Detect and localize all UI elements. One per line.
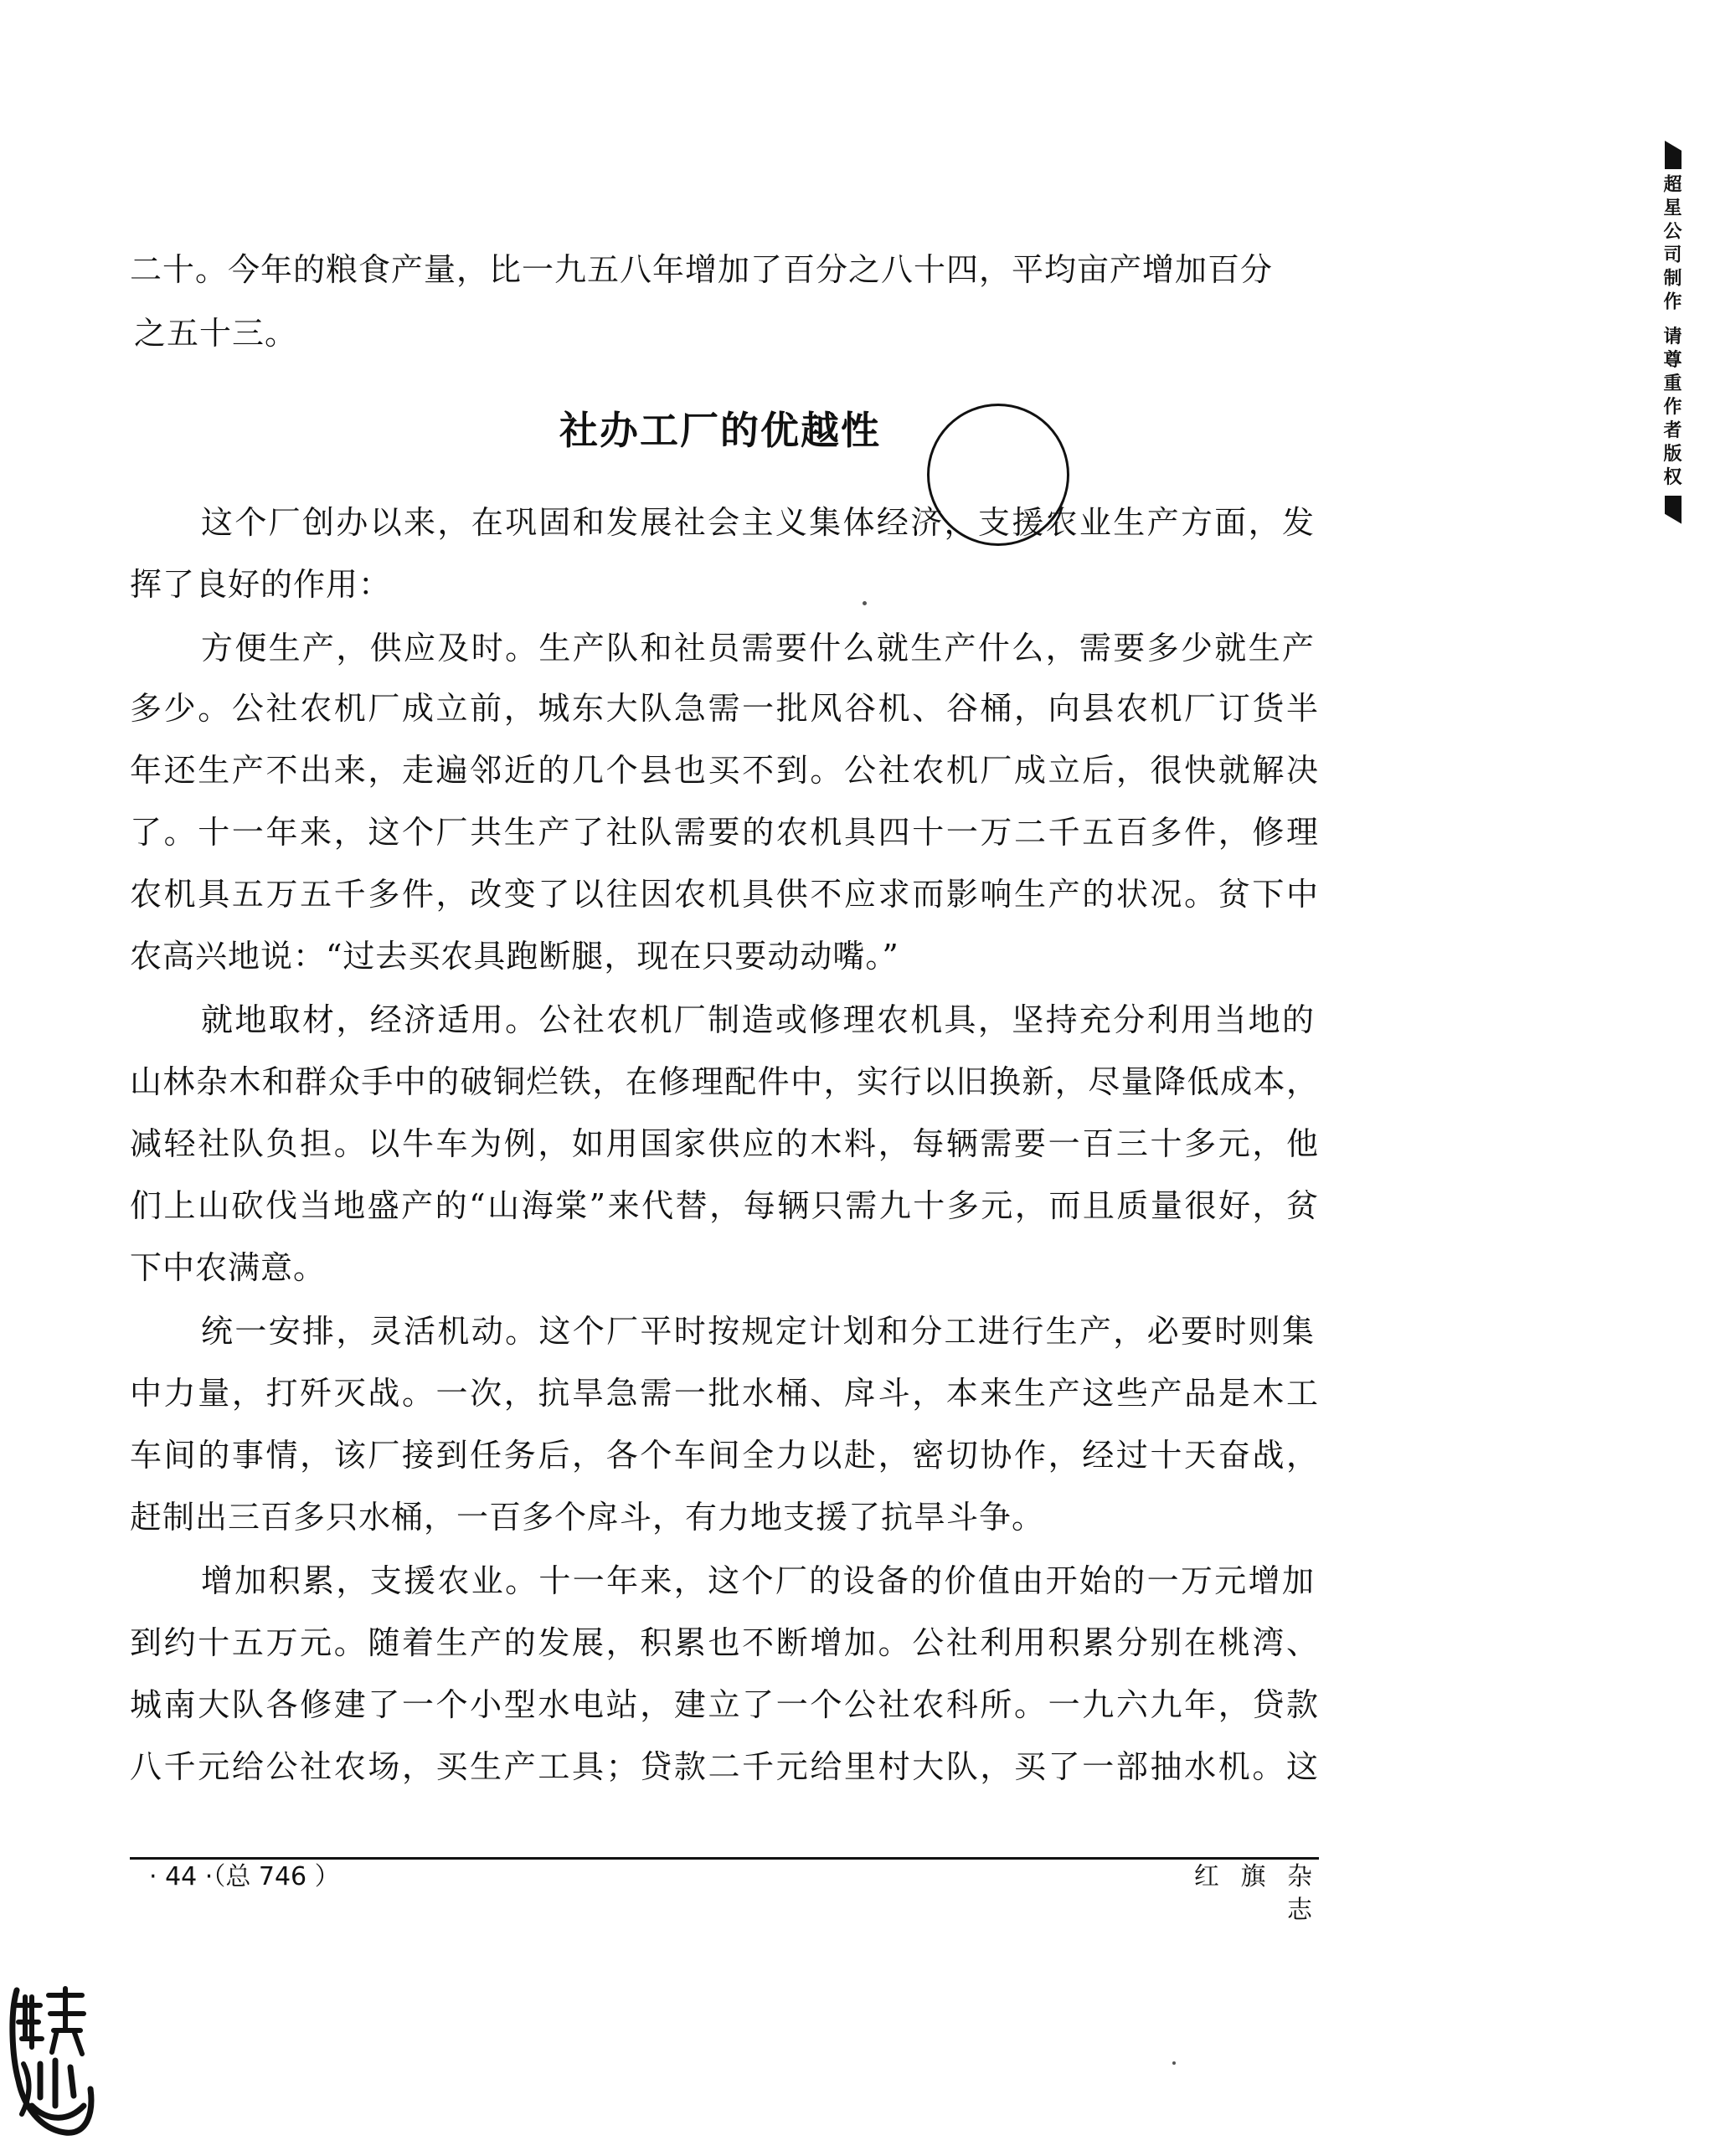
paragraph-line: 城南大队各修建了一个小型水电站，建立了一个公社农科所。一九六九年，贷款 [130,1686,1319,1723]
paragraph-line: 统一安排，灵活机动。这个厂平时按规定计划和分工进行生产，必要时则集 [201,1313,1315,1350]
copyright-notice [1656,141,1690,524]
paragraph-line: 们上山砍伐当地盛产的“山海棠”来代替，每辆只需九十多元，而且质量很好，贫 [130,1187,1319,1224]
paragraph-line: 赶制出三百多只水桶，一百多个戽斗，有力地支援了抗旱斗争。 [130,1499,1045,1536]
paragraph-line: 这个厂创办以来，在巩固和发展社会主义集体经济，支援农业生产方面，发 [201,504,1315,541]
paragraph-line: 年还生产不出来，走遍邻近的几个县也买不到。公社农机厂成立后，很快就解决 [130,752,1319,789]
footer-rule [130,1857,1319,1860]
speck [1172,2061,1176,2065]
paragraph-line: 农机具五万五千多件，改变了以往因农机具供不应求而影响生产的状况。贫下中 [130,876,1319,913]
intro-line-1: 二十。今年的粮食产量，比一九五八年增加了百分之八十四，平均亩产增加百分 [130,251,1274,288]
paragraph-line: 八千元给公社农场，买生产工具；贷款二千元给里村大队，买了一部抽水机。这 [130,1748,1319,1785]
copyright-notice-text: 超星公司制作 请尊重作者版权 [1661,174,1682,491]
page-number: · 44 ·（总 746 ） [149,1862,340,1891]
paragraph-line: 增加积累，支援农业。十一年来，这个厂的设备的价值由开始的一万元增加 [201,1562,1315,1599]
section-heading: 社办工厂的优越性 [559,408,881,453]
paragraph-line: 下中农满意。 [130,1249,327,1286]
paragraph-line: 农高兴地说：“过去买农具跑断腿，现在只要动动嘴。” [130,938,899,975]
speck [863,601,867,605]
paragraph-line: 中力量，打歼灭战。一次，抗旱急需一批水桶、戽斗，本来生产这些产品是木工 [130,1375,1319,1412]
paragraph-line: 就地取材，经济适用。公社农机厂制造或修理农机具，坚持充分利用当地的 [201,1001,1315,1038]
paragraph-line: 减轻社队负担。以牛车为例，如用国家供应的木料，每辆需要一百三十多元，他 [130,1125,1319,1162]
paragraph-line: 车间的事情，该厂接到任务后，各个车间全力以赴，密切协作，经过十天奋战， [130,1437,1319,1474]
notice-bar-bottom [1665,496,1682,524]
seal-stamp [7,1980,99,2139]
paragraph-line: 到约十五万元。随着生产的发展，积累也不断增加。公社利用积累分别在桃湾、 [130,1624,1319,1661]
notice-bar-top [1665,141,1682,169]
paragraph-line: 方便生产，供应及时。生产队和社员需要什么就生产什么，需要多少就生产 [201,630,1315,666]
intro-line-2: 之五十三。 [134,315,298,352]
paragraph-line: 了。十一年来，这个厂共生产了社队需要的农机具四十一万二千五百多件，修理 [130,814,1319,851]
paragraph-line: 多少。公社农机厂成立前，城东大队急需一批风谷机、谷桶，向县农机厂订货半 [130,690,1319,727]
paragraph-line: 山林杂木和群众手中的破铜烂铁，在修理配件中，实行以旧换新，尽量降低成本， [130,1063,1319,1100]
paragraph-line: 挥了良好的作用： [130,566,392,603]
journal-name: 红 旗 杂 志 [1193,1862,1319,1925]
